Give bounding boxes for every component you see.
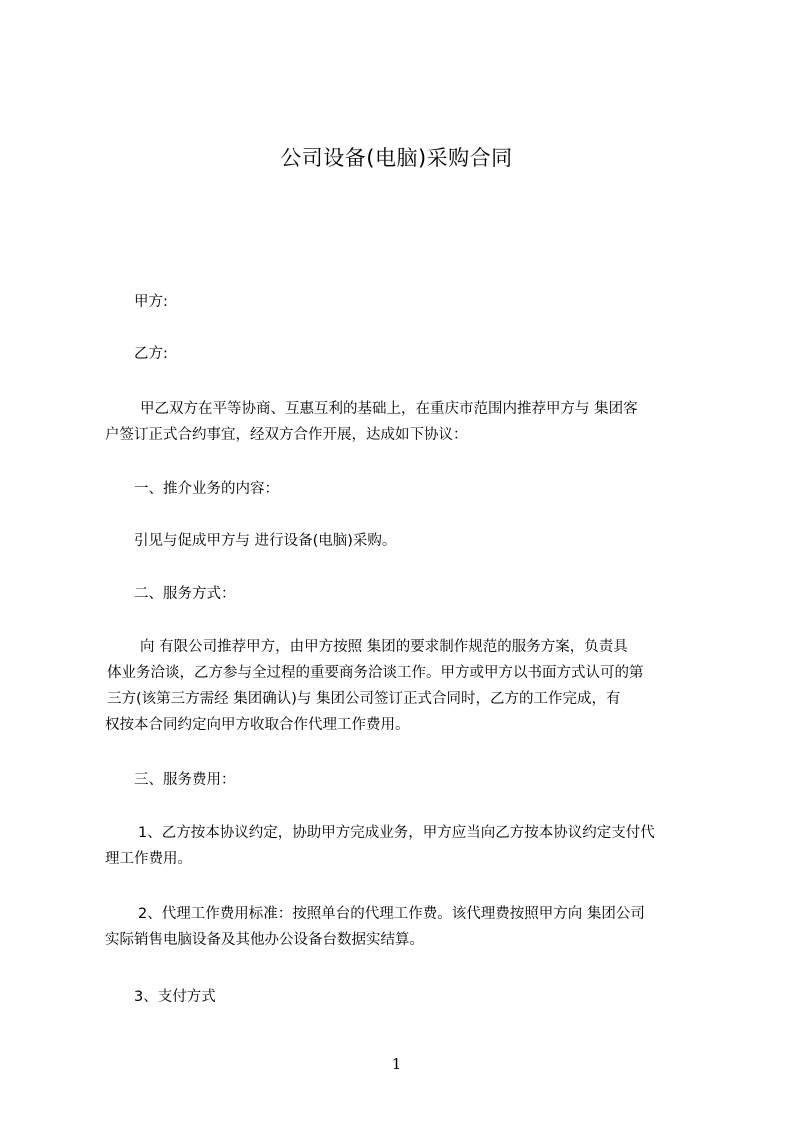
section-2-line: 三方(该第三方需经 集团确认)与 集团公司签订正式合同时，乙方的工作完成，有	[107, 691, 621, 707]
party-b-label: 乙方:	[134, 346, 168, 362]
section-3-item-3: 3、支付方式	[134, 989, 216, 1005]
page-number: 1	[391, 1055, 402, 1073]
document-title: 公司设备(电脑)采购合同	[280, 146, 513, 170]
section-3-item-2	[105, 901, 714, 953]
intro-line: 甲乙双方在平等协商、互惠互利的基础上，在重庆市范围内推荐甲方与 集团客	[140, 401, 638, 417]
section-3-item-2-line: 2、代理工作费用标准：按照单台的代理工作费。该代理费按照甲方向 集团公司	[138, 906, 645, 922]
intro-line: 户签订正式合约事宜，经双方合作开展，达成如下协议：	[105, 427, 468, 443]
section-1-heading: 一、推介业务的内容：	[134, 481, 279, 497]
section-3-heading: 三、服务费用：	[134, 772, 236, 788]
section-3-item-1-line: 理工作费用。	[105, 851, 192, 867]
section-2-heading: 二、服务方式：	[134, 586, 236, 602]
section-1-body: 引见与促成甲方与 进行设备(电脑)采购。	[134, 533, 397, 549]
section-3-item-2-line: 实际销售电脑设备及其他办公设备台数据实结算。	[105, 932, 424, 948]
section-3-item-1-line: 1、乙方按本协议约定，协助甲方完成业务，甲方应当向乙方按本协议约定支付代	[138, 825, 655, 841]
section-2-line: 权按本合同约定向甲方收取合作代理工作费用。	[105, 717, 410, 733]
section-2-line: 体业务洽谈，乙方参与全过程的重要商务洽谈工作。甲方或甲方以书面方式认可的第	[107, 665, 644, 681]
party-a-label: 甲方:	[134, 294, 168, 310]
intro-paragraph	[105, 396, 714, 448]
section-2-body	[105, 634, 714, 738]
section-2-line: 向 有限公司推荐甲方，由甲方按照 集团的要求制作规范的服务方案，负责具	[140, 639, 628, 655]
section-3-item-1	[105, 820, 714, 872]
